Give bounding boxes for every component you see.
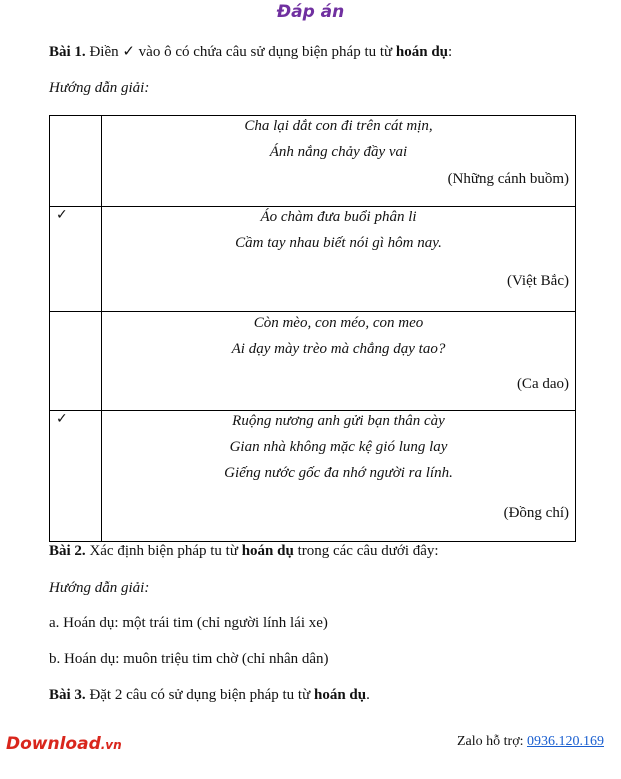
checkmark-icon[interactable]: ✓ [56, 207, 68, 223]
verse-line: Gian nhà không mặc kệ gió lung lay [229, 439, 448, 455]
answer-a: a. Hoán dụ: một trái tim (chỉ người lính lái xe) [49, 615, 328, 631]
verse-line: Còn mèo, con méo, con meo [253, 315, 424, 331]
verse-line: Áo chàm đưa buổi phân li [260, 209, 417, 225]
exercise-2-end: trong các câu dưới đây: [293, 543, 439, 559]
logo-main: Download [6, 734, 101, 754]
exercise-3-heading [49, 687, 370, 704]
answer-b: b. Hoán dụ: muôn triệu tim chờ (chỉ nhân dân) [49, 651, 329, 667]
table-row [50, 206, 575, 311]
exercise-1-text: Điền ✓ vào ô có chứa câu sử dụng biện pháp tu từ [85, 44, 396, 60]
table-row [50, 410, 575, 541]
table-row [50, 311, 575, 410]
verse-line: Cha lại dắt con đi trên cát mịn, [244, 118, 433, 134]
page-title: Đáp án [276, 2, 345, 22]
download-logo[interactable] [6, 734, 122, 754]
checkmark-icon[interactable]: ✓ [56, 411, 68, 427]
exercise-1-heading [49, 42, 452, 61]
verse-line: Ai dạy mày trèo mà chẳng dạy tao? [231, 341, 446, 357]
exercise-1-term: hoán dụ [395, 44, 449, 60]
phone-link[interactable]: 0936.120.169 [527, 734, 604, 749]
verse-line: Giếng nước gốc đa nhớ người ra lính. [224, 465, 453, 481]
exercise-3-text: Đặt 2 câu có sử dụng biện pháp tu từ [85, 687, 314, 703]
answer-table [49, 115, 576, 542]
verse-source: (Ca dao) [516, 376, 569, 392]
verse-line: Ánh nắng chảy đầy vai [269, 144, 408, 160]
support-label: Zalo hỗ trợ: [457, 734, 527, 749]
verse-source: (Đồng chí) [503, 505, 569, 521]
table-row [50, 116, 575, 206]
exercise-2-label: Bài 2. [49, 543, 86, 559]
logo-suffix: .vn [100, 738, 122, 752]
verse-source: (Những cánh buồm) [447, 171, 569, 187]
exercise-1-end: : [448, 44, 453, 60]
exercise-2-text: Xác định biện pháp tu từ [85, 543, 242, 559]
exercise-2-term: hoán dụ [241, 543, 294, 559]
exercise-3-term: hoán dụ [313, 687, 367, 703]
exercise-1-label: Bài 1. [49, 44, 86, 60]
verse-line: Ruộng nương anh gửi bạn thân cày [232, 413, 445, 429]
exercise-3-end: . [366, 687, 370, 703]
verse-line: Cầm tay nhau biết nói gì hôm nay. [235, 235, 442, 251]
support-contact [457, 734, 604, 750]
guide-heading-1: Hướng dẫn giải: [49, 80, 150, 96]
exercise-3-label: Bài 3. [49, 687, 86, 703]
exercise-2-heading [49, 543, 439, 560]
guide-heading-2: Hướng dẫn giải: [49, 580, 150, 596]
verse-source: (Việt Bắc) [507, 273, 569, 289]
